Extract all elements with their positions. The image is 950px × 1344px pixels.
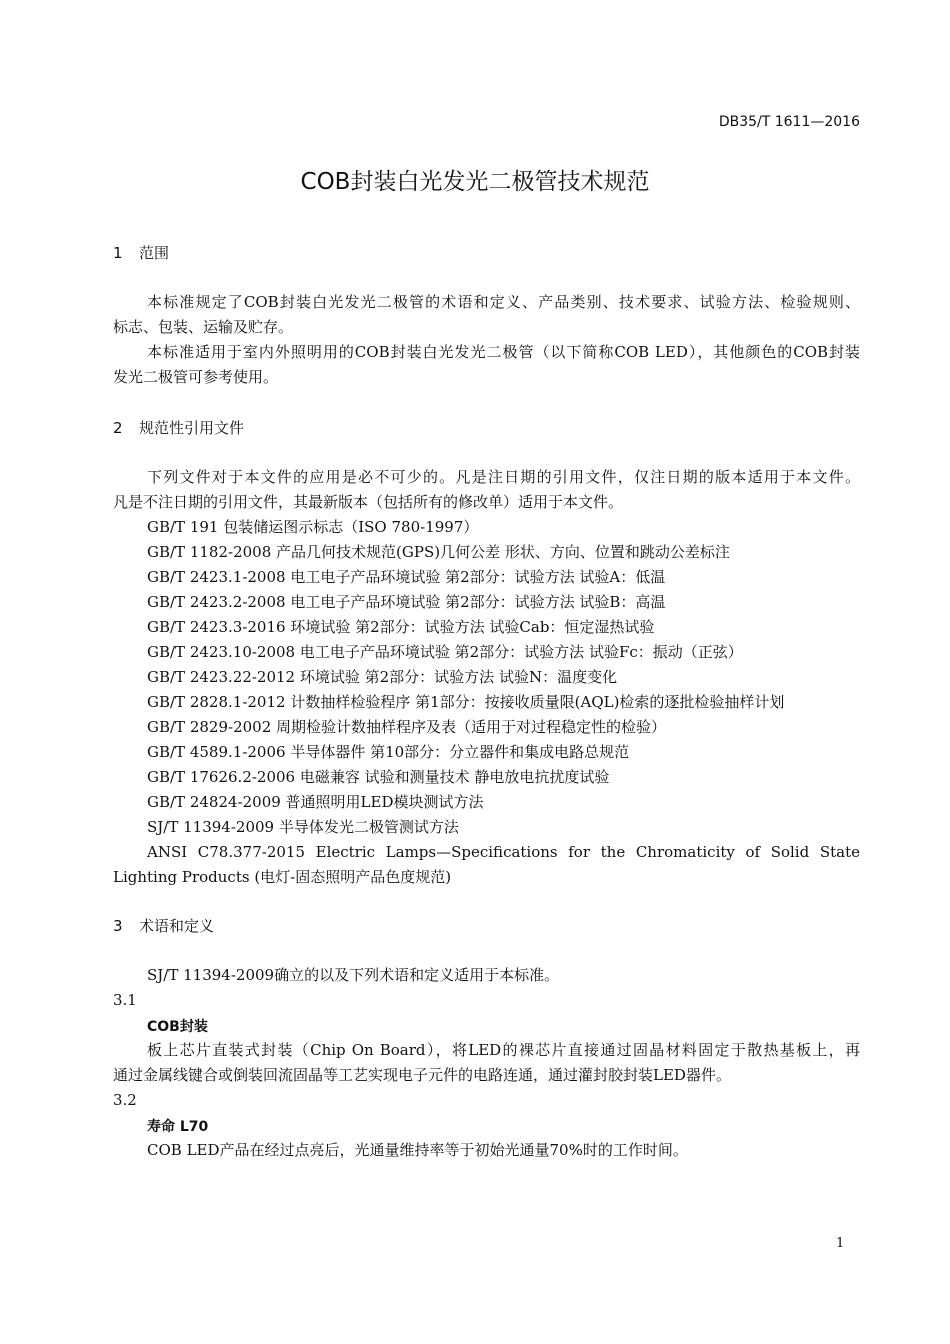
reference-item: GB/T 4589.1-2006 半导体器件 第10部分：分立器件和集成电路总规范 bbox=[147, 743, 630, 761]
term-number: 3.1 bbox=[113, 991, 137, 1009]
section-1-heading bbox=[113, 242, 169, 263]
term-name: COB封装 bbox=[147, 1019, 208, 1035]
paragraph-line: 发光二极管可参考使用。 bbox=[113, 368, 279, 386]
paragraph-line: 本标准规定了COB封装白光发光二极管的术语和定义、产品类别、技术要求、试验方法、检验规则、 bbox=[147, 293, 860, 311]
paragraph-line: SJ/T 11394-2009确立的以及下列术语和定义适用于本标准。 bbox=[147, 966, 560, 984]
term-name: 寿命 L70 bbox=[147, 1119, 209, 1135]
paragraph-line: 本标准适用于室内外照明用的COB封装白光发光二极管（以下简称COB LED），其他颜色的COB封装 bbox=[147, 343, 860, 361]
paragraph-line: COB LED产品在经过点亮后，光通量维持率等于初始光通量70%时的工作时间。 bbox=[147, 1141, 688, 1159]
section-title: 范围 bbox=[139, 244, 170, 262]
reference-item: GB/T 2423.1-2008 电工电子产品环境试验 第2部分：试验方法 试验A：低温 bbox=[147, 568, 666, 586]
reference-continuation: Lighting Products (电灯-固态照明产品色度规范) bbox=[113, 868, 452, 886]
paragraph-line: 凡是不注日期的引用文件，其最新版本（包括所有的修改单）适用于本文件。 bbox=[113, 493, 624, 511]
paragraph-line: 标志、包装、运输及贮存。 bbox=[113, 318, 294, 336]
section-number: 1 bbox=[113, 244, 123, 262]
reference-item: GB/T 2423.2-2008 电工电子产品环境试验 第2部分：试验方法 试验B：高温 bbox=[147, 593, 666, 611]
paragraph-line: 通过金属线键合或倒装回流固晶等工艺实现电子元件的电路连通，通过灌封胶封装LED器件。 bbox=[113, 1066, 731, 1084]
page-title: COB封装白光发光二极管技术规范 bbox=[300, 169, 650, 195]
doc-number: DB35/T 1611—2016 bbox=[718, 114, 860, 130]
reference-item: GB/T 2423.10-2008 电工电子产品环境试验 第2部分：试验方法 试验Fc：振动（正弦） bbox=[147, 643, 743, 661]
paragraph-line: 下列文件对于本文件的应用是必不可少的。凡是注日期的引用文件，仅注日期的版本适用于本文件。 bbox=[147, 468, 860, 486]
section-3-heading bbox=[113, 915, 214, 936]
reference-item: GB/T 2829-2002 周期检验计数抽样程序及表（适用于对过程稳定性的检验） bbox=[147, 718, 667, 736]
reference-item: GB/T 24824-2009 普通照明用LED模块测试方法 bbox=[147, 793, 484, 811]
section-2-heading bbox=[113, 417, 244, 438]
term-number: 3.2 bbox=[113, 1091, 137, 1109]
section-number: 3 bbox=[113, 917, 123, 935]
reference-item: GB/T 17626.2-2006 电磁兼容 试验和测量技术 静电放电抗扰度试验 bbox=[147, 768, 610, 786]
reference-item: GB/T 191 包装储运图示标志（ISO 780-1997） bbox=[147, 518, 479, 536]
paragraph-line: 板上芯片直装式封装（Chip On Board），将LED的裸芯片直接通过固晶材料固定于散热基板上，再 bbox=[147, 1041, 860, 1059]
reference-item: GB/T 2423.3-2016 环境试验 第2部分：试验方法 试验Cab：恒定湿热试验 bbox=[147, 618, 655, 636]
reference-item: GB/T 2828.1-2012 计数抽样检验程序 第1部分：按接收质量限(AQL)检索的逐批检验抽样计划 bbox=[147, 693, 785, 711]
reference-item: ANSI C78.377-2015 Electric Lamps—Specifications for the Chromaticity of Solid State bbox=[147, 843, 860, 861]
section-number: 2 bbox=[113, 419, 123, 437]
reference-item: GB/T 2423.22-2012 环境试验 第2部分：试验方法 试验N：温度变化 bbox=[147, 668, 618, 686]
page-number: 1 bbox=[836, 1236, 845, 1251]
reference-item: GB/T 1182-2008 产品几何技术规范(GPS)几何公差 形状、方向、位置和跳动公差标注 bbox=[147, 543, 730, 561]
reference-item: SJ/T 11394-2009 半导体发光二极管测试方法 bbox=[147, 818, 459, 836]
section-title: 规范性引用文件 bbox=[139, 419, 245, 437]
section-title: 术语和定义 bbox=[139, 917, 215, 935]
